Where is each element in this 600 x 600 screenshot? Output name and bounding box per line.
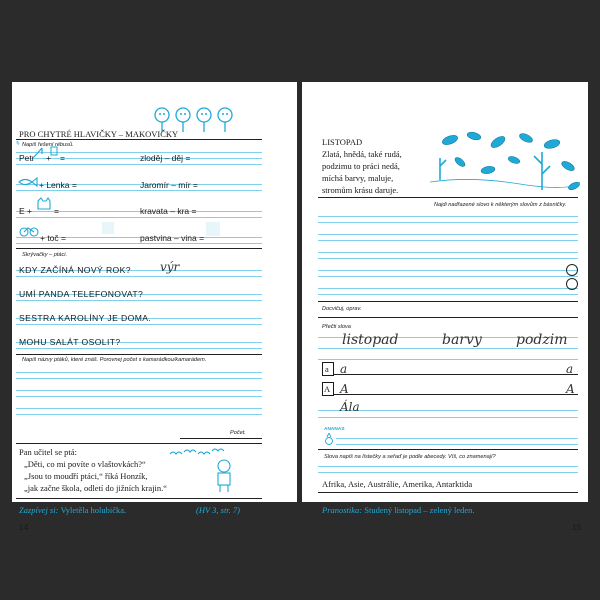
rebus-3-eq: =	[54, 206, 59, 216]
cursive-word-1: listopad	[342, 332, 399, 348]
boy-figure-icon	[210, 458, 238, 494]
rebus-2-right: Jaromír – mír =	[140, 180, 198, 190]
page-number-right: 15	[572, 522, 582, 532]
cursive-ala: Ála	[340, 400, 360, 414]
task-alphabet-instruction: Slova napiš na lístečky a seřaď je podle abecedy. Víš, co znamenají?	[324, 454, 496, 460]
page-number-left: 14	[19, 522, 29, 532]
background-top	[0, 0, 600, 82]
forecast: Pranostika: Studený listopad – zelený leden.	[322, 505, 475, 515]
rebus-1-left: Petr	[19, 153, 35, 163]
rebus-4-right: pastvina – vina =	[140, 233, 205, 243]
cat-icon	[36, 196, 52, 210]
cursive-a-lower: a	[340, 362, 348, 376]
rebus-3-right: kravata – kra =	[140, 206, 197, 216]
ananas-label: ANANAS	[324, 427, 345, 432]
smiley-happy-icon[interactable]	[566, 264, 578, 276]
rebus-1-right: zloděj – děj =	[140, 153, 191, 163]
poem-line-2: podzimu to práci nedá,	[322, 161, 400, 171]
poem-line-1: „Děti, co mi povíte o vlaštovkách?“	[24, 459, 146, 469]
right-page	[302, 82, 600, 532]
letter-box-uppercase: A	[322, 382, 334, 396]
sentence-3: SESTRA KAROLÍNY JE DOMA.	[19, 313, 152, 323]
poem-line-4: stromům krásu daruje.	[322, 185, 399, 195]
background-bottom	[0, 502, 600, 600]
bulb-icon: ✎	[15, 141, 20, 147]
poem-line-3: „jak začne škola, odletí do jižních krajin.“	[24, 483, 168, 493]
fishing-rod-icon	[32, 146, 44, 158]
birds-icon	[168, 446, 224, 458]
songbook-reference: (HV 3, str. 7)	[196, 505, 240, 515]
poem-line-1: Zlatá, hnědá, také rudá,	[322, 149, 402, 159]
sentence-2: UMÍ PANDA TELEFONOVAT?	[19, 289, 144, 299]
task-bird-names-instruction: Napiš názvy ptáků, které znáš. Porovnej počet s kamarádkou/kamarádem.	[22, 357, 207, 363]
rebus-3-left: E +	[19, 206, 32, 216]
poem-heading: LISTOPAD	[322, 137, 363, 147]
task-rebus-instruction: Napiš řešení rébusů.	[22, 142, 74, 148]
section-title: PRO CHYTRÉ HLAVIČKY – MAKOVIČKY	[19, 129, 179, 139]
cursive-a-lower-end: a	[566, 362, 574, 376]
autumn-leaves-illustration-icon	[430, 130, 580, 192]
continents-list: Afrika, Asie, Austrálie, Amerika, Antarktida	[322, 479, 473, 489]
background-left	[0, 82, 12, 502]
sentence-4: MOHU SALÁT OSOLIT?	[19, 337, 121, 347]
dictation-label: Docvičuj, oprav.	[322, 306, 362, 312]
handwritten-answer: výr	[160, 260, 180, 274]
poem-title: Pan učitel se ptá:	[19, 447, 77, 457]
cursive-a-upper-end: A	[566, 382, 575, 396]
background-right	[588, 82, 600, 502]
sentence-1: KDY ZAČÍNÁ NOVÝ ROK?	[19, 265, 131, 275]
poem-line-2: „Jsou to moudří ptáci,“ říká Honzík,	[24, 471, 148, 481]
sing-prompt: Zazpívej si: Vyletěla holubička.	[19, 505, 127, 515]
smiley-sad-icon[interactable]	[566, 278, 578, 290]
cursive-word-2: barvy	[442, 332, 482, 348]
answer-box[interactable]	[102, 222, 114, 234]
poem-line-3: míchá barvy, maluje,	[322, 173, 394, 183]
rebus-2-left: + Lenka =	[39, 180, 77, 190]
rebus-4-left: + toč =	[40, 233, 66, 243]
pineapple-icon	[324, 433, 334, 445]
fish-icon	[18, 177, 38, 187]
task-hidden-birds-instruction: Skrývačky – ptáci.	[22, 252, 68, 258]
rebus-1-eq: =	[60, 153, 65, 163]
letter-box-lowercase: a	[322, 362, 334, 376]
left-page	[0, 82, 297, 532]
answer-box[interactable]	[206, 222, 220, 236]
cursive-a-upper: A	[340, 382, 349, 396]
rebus-1-op: +	[46, 153, 51, 163]
read-label: Přečti slova	[322, 324, 351, 330]
count-label: Počet.	[230, 430, 246, 436]
task-superordinate-instruction: Najdi nadřazené slovo k některým slovům z básničky.	[434, 202, 567, 208]
bicycle-icon	[19, 225, 39, 237]
cursive-word-3: podzim	[516, 332, 568, 348]
shirt-icon	[49, 145, 59, 157]
